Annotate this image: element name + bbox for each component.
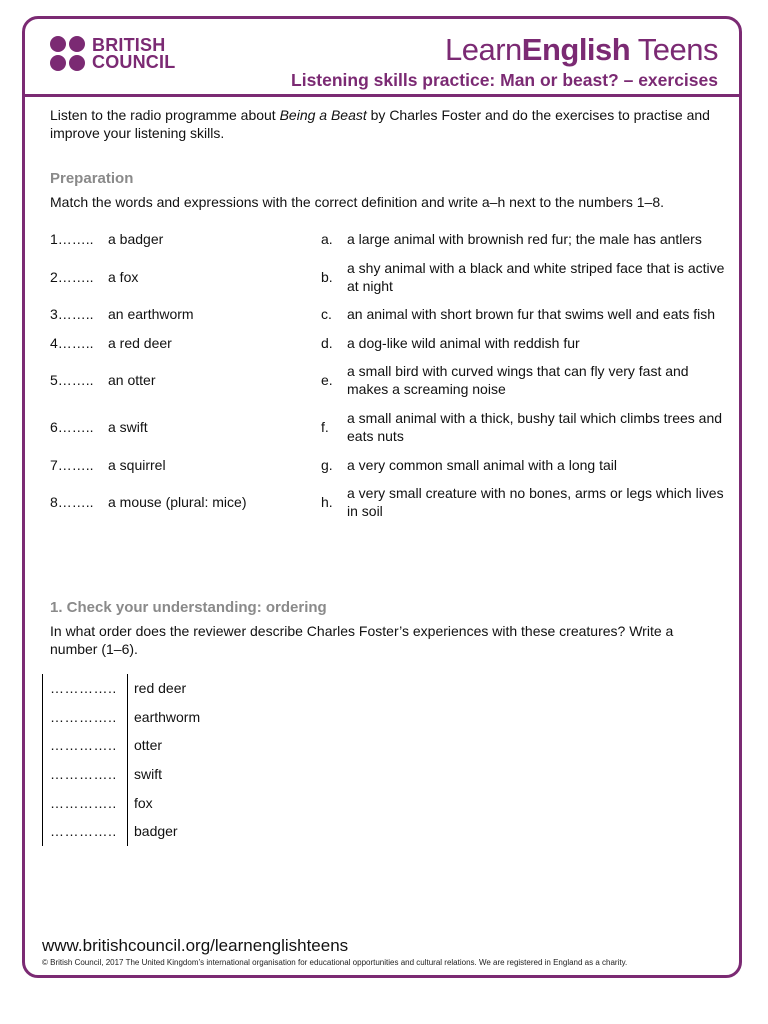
book-title: Being a Beast [279,107,367,123]
definition-letter: b. [321,269,333,285]
answer-blank[interactable]: 7…….. [50,457,94,473]
answer-blank[interactable]: 4…….. [50,335,94,351]
intro-before: Listen to the radio programme about [50,107,280,123]
order-number-blank[interactable]: ………….. [43,674,128,703]
definition-letter: g. [321,457,333,473]
match-word: a mouse (plural: mice) [108,494,247,510]
creature-name: earthworm [134,708,201,725]
match-word: a swift [108,419,148,435]
creature-name: badger [134,823,178,840]
brand-line-1: BRITISH [92,35,166,55]
match-word: a squirrel [108,457,166,473]
definition-letter: d. [321,335,333,351]
match-word: an otter [108,372,156,388]
document-title: Listening skills practice: Man or beast? – exercises [291,70,718,90]
intro-after: by Charles Foster and do the exercises to practise and improve your listening skills. [50,107,710,141]
order-number-blank[interactable]: ………….. [43,788,128,817]
definition-text: a very small creature with no bones, arms or legs which lives in soil [347,485,724,519]
match-word: a fox [108,269,139,285]
ordering-row [43,760,254,789]
order-number-blank[interactable]: ………….. [43,703,128,732]
logo-english: English [521,32,631,67]
order-number-blank[interactable]: ………….. [43,760,128,789]
answer-blank[interactable]: 6…….. [50,419,94,435]
order-number-blank[interactable]: ………….. [43,731,128,760]
ordering-heading: 1. Check your understanding: ordering [50,599,327,616]
definition-letter: a. [321,231,333,247]
definition-letter: f. [321,419,329,435]
british-council-dots-icon [50,36,86,72]
answer-blank[interactable]: 8…….. [50,494,94,510]
creature-name: fox [134,794,153,811]
ordering-section [50,599,722,658]
ordering-instruction: In what order does the reviewer describe Charles Foster’s experiences with these creatures? Write a number (1–6). [50,623,674,657]
creature-name: swift [134,766,162,783]
definition-letter: h. [321,494,333,510]
learnenglish-teens-logo [445,32,718,68]
definition-letter: e. [321,372,333,388]
intro-section [50,106,722,142]
answer-blank[interactable]: 2…….. [50,269,94,285]
match-word: a badger [108,231,164,247]
answer-blank[interactable]: 5…….. [50,372,94,388]
definition-text: a shy animal with a black and white striped face that is active at night [347,260,725,294]
brand-line-2: COUNCIL [92,52,176,72]
definition-letter: c. [321,306,332,322]
match-word: an earthworm [108,306,194,322]
ordering-row [43,731,254,760]
logo-teens: Teens [630,32,718,67]
order-number-blank[interactable]: ………….. [43,817,128,846]
definition-text: a very common small animal with a long tail [347,457,617,473]
answer-blank[interactable]: 3…….. [50,306,94,322]
footer-copyright: © British Council, 2017 The United Kingdom’s international organisation for educational opportunities and cultural relations. We are registered in England as a charity. [42,958,628,967]
preparation-instruction: Match the words and expressions with the correct definition and write a–h next to the numbers 1–8. [50,194,665,210]
preparation-section [50,170,722,211]
definition-text: a large animal with brownish red fur; the male has antlers [347,231,702,247]
definition-text: a small bird with curved wings that can fly very fast and makes a screaming noise [347,363,689,397]
ordering-row [43,703,254,732]
header-divider [22,94,742,97]
match-word: a red deer [108,335,172,351]
logo-learn: Learn [444,32,522,67]
ordering-table [42,674,254,846]
creature-name: otter [134,737,163,754]
definition-text: a dog-like wild animal with reddish fur [347,335,580,351]
definition-text: an animal with short brown fur that swims well and eats fish [347,306,716,322]
answer-blank[interactable]: 1…….. [50,231,94,247]
creature-name: red deer [134,680,187,697]
preparation-heading: Preparation [50,170,134,187]
ordering-row [43,817,254,846]
ordering-row [43,674,254,703]
british-council-logo [50,36,175,72]
footer-url[interactable]: www.britishcouncil.org/learnenglishteens [42,936,349,955]
ordering-row [43,788,254,817]
intro-text [50,106,722,142]
definition-text: a small animal with a thick, bushy tail which climbs trees and eats nuts [347,410,723,444]
